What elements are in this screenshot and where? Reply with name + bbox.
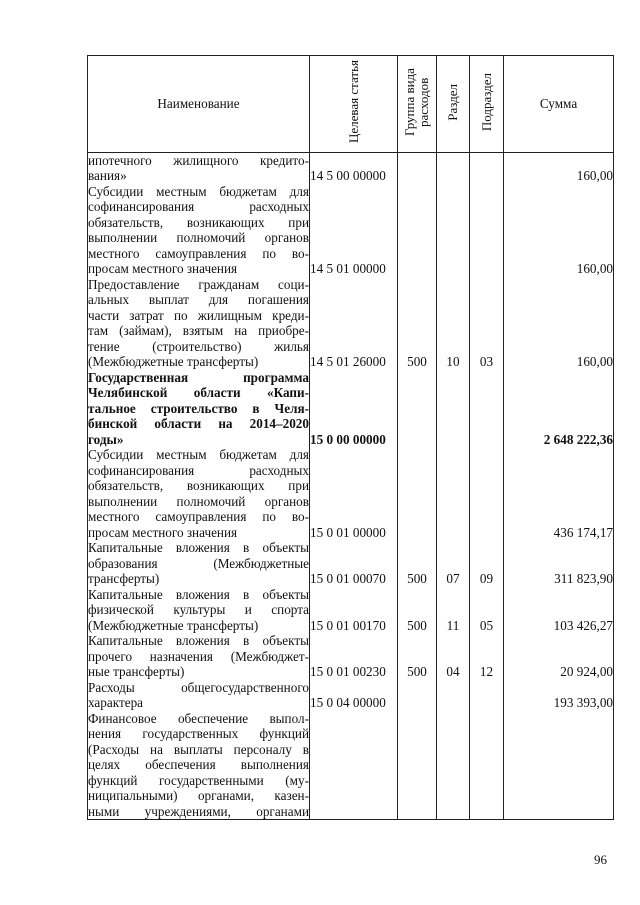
table-row: [88, 370, 614, 448]
row-name-line: выполнении полномочий органов: [88, 493, 309, 509]
row-sum: 160,00: [504, 152, 614, 184]
row-name-line: Челябинской области «Капи-: [88, 385, 309, 400]
row-name-line: (Межбюджетные трансферты): [88, 354, 259, 369]
row-section: 10: [437, 277, 470, 370]
row-name-line: (Расходы на выплаты персоналу в: [88, 741, 309, 757]
budget-table: [87, 55, 614, 820]
row-name: [88, 447, 310, 540]
row-sum: 103 426,27: [504, 587, 614, 634]
row-name-line: обязательств, возникающих при: [88, 214, 309, 230]
row-name-line: трансферты): [88, 571, 160, 586]
row-article: 14 5 01 00000: [310, 184, 398, 277]
row-name-line: просам местного значения: [88, 524, 238, 540]
row-name-line: Субсидии местным бюджетам для: [88, 183, 309, 199]
row-name-line: характера: [88, 695, 144, 710]
row-subsection: 12: [470, 633, 504, 680]
row-name-line: тальное строительство в Челя-: [88, 400, 309, 416]
row-name-line: Капитальные вложения в объекты: [88, 633, 309, 648]
row-subsection: 09: [470, 540, 504, 587]
row-name-line: прочего назначения (Межбюджет-: [88, 648, 309, 664]
row-subsection: [470, 184, 504, 277]
row-group: [398, 184, 437, 277]
table-row: [88, 152, 614, 184]
row-sum: 160,00: [504, 184, 614, 277]
row-name-line: обязательств, возникающих при: [88, 478, 309, 493]
row-name-line: софинансирования расходных: [88, 199, 309, 214]
row-name-line: местного самоуправления по во-: [88, 509, 309, 524]
row-article: 14 5 01 26000: [310, 277, 398, 370]
row-name-line: Субсидии местным бюджетам для: [88, 447, 309, 462]
row-section: [437, 447, 470, 540]
row-article: 15 0 01 00170: [310, 587, 398, 634]
table-row: [88, 633, 614, 680]
row-name-line: ными учреждениями, органами: [88, 803, 309, 819]
table-row: [88, 184, 614, 277]
row-article: 14 5 00 00000: [310, 152, 398, 184]
row-subsection: [470, 447, 504, 540]
row-name: [88, 277, 310, 370]
row-name-line: ниципальными) органами, казен-: [88, 788, 309, 803]
row-group: 500: [398, 587, 437, 634]
row-section: 04: [437, 633, 470, 680]
row-sum: 2 648 222,36: [504, 370, 614, 448]
row-name-line: Капитальные вложения в объекты: [88, 586, 309, 602]
row-sum: [504, 711, 614, 820]
row-name-line: альных выплат для погашения: [88, 292, 309, 307]
row-group: [398, 447, 437, 540]
row-section: [437, 711, 470, 820]
row-name: [88, 680, 310, 711]
table-row: [88, 680, 614, 711]
table-row: [88, 587, 614, 634]
row-group: 500: [398, 540, 437, 587]
row-article: 15 0 00 00000: [310, 370, 398, 448]
row-name: [88, 633, 310, 680]
header-section: Раздел: [437, 56, 470, 153]
row-article: 15 0 04 00000: [310, 680, 398, 711]
header-name: Наименование: [88, 56, 310, 153]
row-subsection: 05: [470, 587, 504, 634]
row-subsection: [470, 152, 504, 184]
row-group: [398, 152, 437, 184]
row-name-line: Предоставление гражданам соци-: [88, 276, 309, 292]
row-article: [310, 711, 398, 820]
row-name-line: ные трансферты): [88, 664, 185, 679]
row-name: [88, 540, 310, 587]
row-name: [88, 152, 310, 184]
row-subsection: 03: [470, 277, 504, 370]
row-section: 11: [437, 587, 470, 634]
row-name-line: просам местного значения: [88, 261, 238, 276]
row-subsection: [470, 370, 504, 448]
row-article: 15 0 01 00000: [310, 447, 398, 540]
row-sum: 20 924,00: [504, 633, 614, 680]
row-name-line: (Межбюджетные трансферты): [88, 617, 259, 633]
table-header: [88, 56, 614, 153]
row-article: 15 0 01 00230: [310, 633, 398, 680]
row-group: [398, 680, 437, 711]
row-name-line: софинансирования расходных: [88, 462, 309, 478]
row-name-line: целях обеспечения выполнения: [88, 757, 309, 772]
header-group: Группа вида расходов: [398, 56, 437, 153]
header-article: Целевая статья: [310, 56, 398, 153]
row-name-line: части затрат по жилищным креди-: [88, 307, 309, 323]
header-sum: Сумма: [504, 56, 614, 153]
row-group: [398, 370, 437, 448]
table-row: [88, 540, 614, 587]
row-name-line: физической культуры и спорта: [88, 602, 309, 617]
row-sum: 160,00: [504, 277, 614, 370]
row-name-line: бинской области на 2014–2020: [88, 416, 309, 431]
row-name-line: Государственная программа: [88, 369, 309, 385]
row-name: [88, 587, 310, 634]
row-section: 07: [437, 540, 470, 587]
row-sum: 193 393,00: [504, 680, 614, 711]
row-sum: 311 823,90: [504, 540, 614, 587]
row-name-line: Финансовое обеспечение выпол-: [88, 710, 309, 726]
row-section: [437, 680, 470, 711]
table-row: [88, 277, 614, 370]
row-name: [88, 370, 310, 448]
row-name-line: вания»: [88, 168, 127, 183]
row-group: [398, 711, 437, 820]
row-subsection: [470, 680, 504, 711]
row-section: [437, 370, 470, 448]
row-name-line: там (займам), взятым на приобре-: [88, 323, 309, 338]
row-name-line: тение (строительство) жилья: [88, 338, 309, 354]
row-name: [88, 711, 310, 820]
table-row: [88, 711, 614, 820]
row-name-line: выполнении полномочий органов: [88, 230, 309, 245]
row-section: [437, 184, 470, 277]
page-number: 96: [594, 852, 607, 867]
table-row: [88, 447, 614, 540]
row-name-line: нения государственных функций: [88, 726, 309, 741]
row-name-line: годы»: [88, 431, 124, 447]
row-name-line: ипотечного жилищного кредито-: [88, 152, 309, 168]
row-name-line: Расходы общегосударственного: [88, 679, 309, 695]
row-sum: 436 174,17: [504, 447, 614, 540]
row-subsection: [470, 711, 504, 820]
row-name-line: функций государственными (му-: [88, 772, 309, 788]
row-group: 500: [398, 277, 437, 370]
row-section: [437, 152, 470, 184]
header-subsection: Подраздел: [470, 56, 504, 153]
row-article: 15 0 01 00070: [310, 540, 398, 587]
row-name: [88, 184, 310, 277]
row-name-line: образования (Межбюджетные: [88, 555, 309, 571]
row-group: 500: [398, 633, 437, 680]
row-name-line: местного самоуправления по во-: [88, 245, 309, 261]
row-name-line: Капитальные вложения в объекты: [88, 540, 309, 555]
